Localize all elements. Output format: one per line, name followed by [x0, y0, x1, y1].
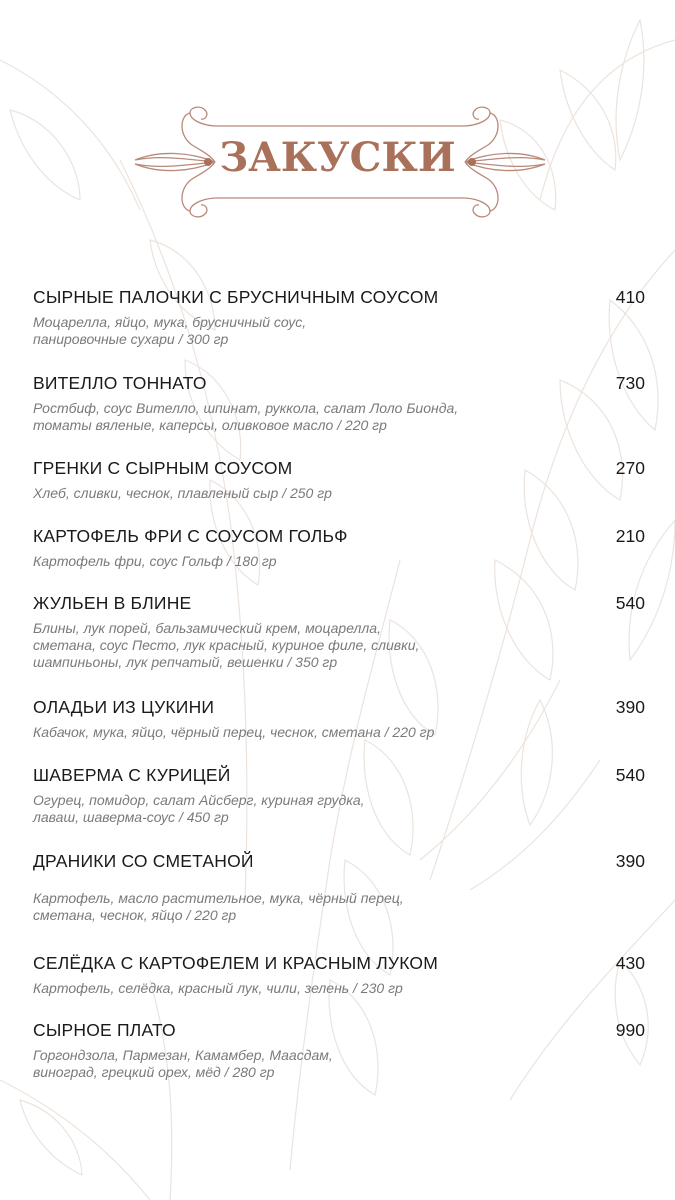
- menu-item-name: СЕЛЁДКА С КАРТОФЕЛЕМ И КРАСНЫМ ЛУКОМ: [33, 953, 439, 973]
- menu-item-price: 410: [615, 287, 645, 307]
- menu-item-description: Блины, лук порей, бальзамический крем, моцарелла, сметана, соус Песто, лук красный, куриное филе, сливки, шампиньоны, лук репчатый, вешенки / 350 гр: [33, 620, 420, 670]
- menu-item-description: Картофель, селёдка, красный лук, чили, зелень / 230 гр: [33, 980, 403, 996]
- menu-item-description: Ростбиф, соус Вителло, шпинат, руккола, салат Лоло Бионда, томаты вяленые, каперсы, оливковое масло / 220 гр: [33, 400, 459, 433]
- menu-item-price: 270: [615, 458, 645, 478]
- menu-item: [33, 525, 645, 570]
- menu-item: [33, 457, 645, 502]
- menu-item-description: Горгондзола, Пармезан, Камамбер, Маасдам, виноград, грецкий орех, мёд / 280 гр: [33, 1047, 333, 1080]
- menu-item: [33, 286, 645, 348]
- menu-item-name: ШАВЕРМА С КУРИЦЕЙ: [33, 765, 231, 785]
- menu-item-name: ОЛАДЬИ ИЗ ЦУКИНИ: [33, 697, 215, 717]
- menu-item-price: 390: [615, 851, 645, 871]
- menu-item-name: ВИТЕЛЛО ТОННАТО: [33, 373, 207, 393]
- menu-item: [33, 1019, 645, 1081]
- menu-item: [33, 952, 645, 997]
- menu-item: [33, 696, 645, 741]
- menu-item-price: 540: [615, 593, 645, 613]
- menu-item-price: 210: [615, 526, 645, 546]
- page-title: ЗАКУСКИ: [219, 134, 456, 181]
- menu-item-description: Хлеб, сливки, чеснок, плавленый сыр / 250 гр: [33, 485, 332, 501]
- menu-item-price: 390: [615, 697, 645, 717]
- menu-item-price: 730: [615, 373, 645, 393]
- menu-item-description: Картофель фри, соус Гольф / 180 гр: [33, 553, 277, 569]
- menu-item: [33, 372, 645, 434]
- menu-item: [33, 592, 645, 671]
- menu-item: [33, 764, 645, 826]
- menu-item-price: 430: [615, 953, 645, 973]
- menu-item-price: 540: [615, 765, 645, 785]
- menu-item-price: 990: [615, 1020, 645, 1040]
- menu-item-name: СЫРНОЕ ПЛАТО: [33, 1020, 176, 1040]
- menu-item-name: ЖУЛЬЕН В БЛИНЕ: [33, 593, 192, 613]
- menu-item-name: КАРТОФЕЛЬ ФРИ С СОУСОМ ГОЛЬФ: [33, 526, 348, 546]
- menu-item-description: Кабачок, мука, яйцо, чёрный перец, чеснок, сметана / 220 гр: [33, 724, 435, 740]
- menu-item-description: Моцарелла, яйцо, мука, брусничный соус, панировочные сухари / 300 гр: [33, 314, 307, 347]
- menu-item-description: Картофель, масло растительное, мука, чёрный перец, сметана, чеснок, яйцо / 220 гр: [33, 890, 404, 923]
- menu-item-name: СЫРНЫЕ ПАЛОЧКИ С БРУСНИЧНЫМ СОУСОМ: [33, 287, 439, 307]
- menu-item: [33, 850, 645, 924]
- menu-item-name: ГРЕНКИ С СЫРНЫМ СОУСОМ: [33, 458, 293, 478]
- menu-item-name: ДРАНИКИ СО СМЕТАНОЙ: [33, 851, 254, 871]
- menu-item-description: Огурец, помидор, салат Айсберг, куриная грудка, лаваш, шаверма-соус / 450 гр: [33, 792, 365, 825]
